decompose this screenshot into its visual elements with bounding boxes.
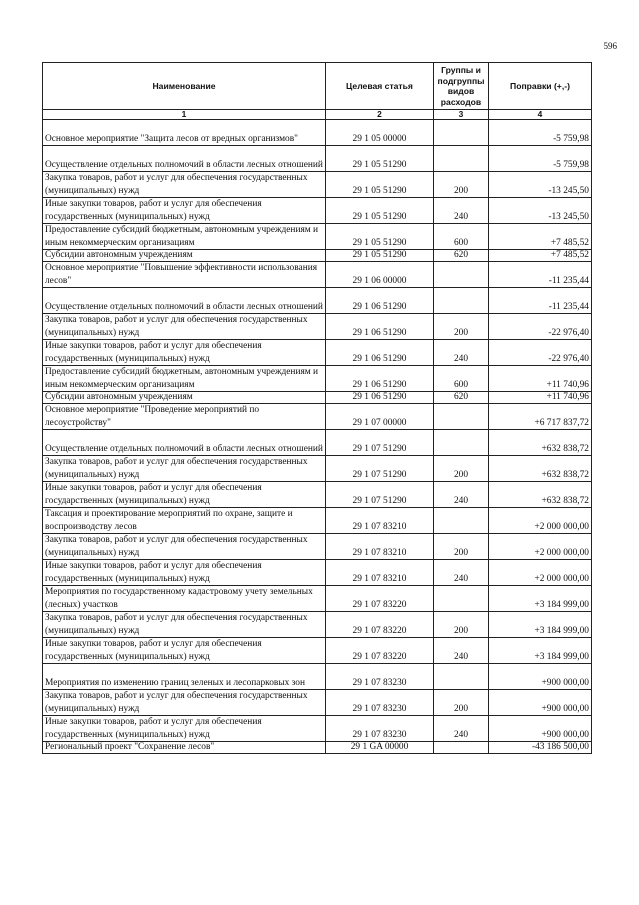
row-name-cell: Иные закупки товаров, работ и услуг для обеспечения государственных (муниципальных) нужд — [43, 716, 326, 742]
table-row — [43, 198, 592, 224]
table-row — [43, 172, 592, 198]
row-group-cell — [434, 120, 489, 146]
row-code-cell: 29 1 07 83220 — [326, 586, 434, 612]
row-name-cell: Таксация и проектирование мероприятий по охране, защите и воспроизводству лесов — [43, 508, 326, 534]
row-code-cell: 29 1 07 83230 — [326, 690, 434, 716]
row-name-cell: Иные закупки товаров, работ и услуг для обеспечения государственных (муниципальных) нужд — [43, 198, 326, 224]
table-row — [43, 120, 592, 146]
table-row — [43, 742, 592, 754]
row-code-cell: 29 1 05 51290 — [326, 146, 434, 172]
row-code-cell: 29 1 GA 00000 — [326, 742, 434, 754]
row-group-cell: 200 — [434, 456, 489, 482]
row-amount-cell: -5 759,98 — [489, 120, 592, 146]
row-code-cell: 29 1 07 83220 — [326, 638, 434, 664]
table-row — [43, 638, 592, 664]
row-code-cell: 29 1 05 00000 — [326, 120, 434, 146]
row-name-cell: Закупка товаров, работ и услуг для обеспечения государственных (муниципальных) нужд — [43, 690, 326, 716]
row-name-cell: Субсидии автономным учреждениям — [43, 392, 326, 404]
row-group-cell: 240 — [434, 560, 489, 586]
row-name-cell: Мероприятия по государственному кадастровому учету земельных (лесных) участков — [43, 586, 326, 612]
row-name-cell: Основное мероприятие "Защита лесов от вредных организмов" — [43, 120, 326, 146]
row-group-cell — [434, 288, 489, 314]
row-name-cell: Иные закупки товаров, работ и услуг для обеспечения государственных (муниципальных) нужд — [43, 482, 326, 508]
row-amount-cell: -22 976,40 — [489, 340, 592, 366]
row-group-cell: 200 — [434, 612, 489, 638]
table-row — [43, 392, 592, 404]
row-amount-cell: +2 000 000,00 — [489, 560, 592, 586]
column-number: 3 — [434, 110, 489, 120]
row-name-cell: Основное мероприятие "Проведение мероприятий по лесоустройству" — [43, 404, 326, 430]
row-code-cell: 29 1 05 51290 — [326, 224, 434, 250]
row-code-cell: 29 1 06 51290 — [326, 392, 434, 404]
row-amount-cell: +632 838,72 — [489, 456, 592, 482]
page-number: 596 — [603, 41, 617, 51]
row-name-cell: Иные закупки товаров, работ и услуг для обеспечения государственных (муниципальных) нужд — [43, 638, 326, 664]
row-group-cell: 240 — [434, 198, 489, 224]
row-name-cell: Закупка товаров, работ и услуг для обеспечения государственных (муниципальных) нужд — [43, 172, 326, 198]
row-amount-cell: +900 000,00 — [489, 690, 592, 716]
row-amount-cell: -43 186 500,00 — [489, 742, 592, 754]
column-number: 2 — [326, 110, 434, 120]
row-code-cell: 29 1 06 00000 — [326, 262, 434, 288]
row-amount-cell: +7 485,52 — [489, 250, 592, 262]
row-group-cell: 620 — [434, 250, 489, 262]
row-name-cell: Субсидии автономным учреждениям — [43, 250, 326, 262]
row-amount-cell: +11 740,96 — [489, 366, 592, 392]
table-row — [43, 508, 592, 534]
row-group-cell — [434, 404, 489, 430]
row-name-cell: Осуществление отдельных полномочий в области лесных отношений — [43, 430, 326, 456]
row-name-cell: Предоставление субсидий бюджетным, автономным учреждениям и иным некоммерческим организациям — [43, 366, 326, 392]
row-code-cell: 29 1 05 51290 — [326, 172, 434, 198]
budget-table — [42, 62, 592, 754]
table-row — [43, 224, 592, 250]
row-code-cell: 29 1 07 00000 — [326, 404, 434, 430]
table-row — [43, 586, 592, 612]
header-group: Группы и подгруппы видов расходов — [434, 63, 489, 110]
table-row — [43, 456, 592, 482]
row-group-cell: 240 — [434, 716, 489, 742]
row-amount-cell: -5 759,98 — [489, 146, 592, 172]
row-code-cell: 29 1 06 51290 — [326, 366, 434, 392]
header-name: Наименование — [43, 63, 326, 110]
row-code-cell: 29 1 07 83210 — [326, 560, 434, 586]
row-name-cell: Закупка товаров, работ и услуг для обеспечения государственных (муниципальных) нужд — [43, 534, 326, 560]
row-group-cell: 200 — [434, 172, 489, 198]
row-group-cell — [434, 742, 489, 754]
row-amount-cell: -11 235,44 — [489, 262, 592, 288]
row-code-cell: 29 1 07 51290 — [326, 430, 434, 456]
table-row — [43, 250, 592, 262]
table-row — [43, 366, 592, 392]
row-name-cell: Закупка товаров, работ и услуг для обеспечения государственных (муниципальных) нужд — [43, 314, 326, 340]
header-code: Целевая статья — [326, 63, 434, 110]
table-row — [43, 482, 592, 508]
row-name-cell: Региональный проект "Сохранение лесов" — [43, 742, 326, 754]
table-row — [43, 612, 592, 638]
row-group-cell: 200 — [434, 690, 489, 716]
row-amount-cell: +3 184 999,00 — [489, 612, 592, 638]
header-row — [43, 63, 592, 110]
row-code-cell: 29 1 06 51290 — [326, 314, 434, 340]
row-name-cell: Иные закупки товаров, работ и услуг для обеспечения государственных (муниципальных) нужд — [43, 560, 326, 586]
row-amount-cell: +900 000,00 — [489, 664, 592, 690]
row-group-cell: 240 — [434, 340, 489, 366]
table-row — [43, 664, 592, 690]
row-name-cell: Осуществление отдельных полномочий в области лесных отношений — [43, 288, 326, 314]
row-amount-cell: +6 717 837,72 — [489, 404, 592, 430]
table-row — [43, 340, 592, 366]
row-group-cell: 200 — [434, 314, 489, 340]
row-code-cell: 29 1 07 51290 — [326, 456, 434, 482]
row-amount-cell: -22 976,40 — [489, 314, 592, 340]
row-group-cell — [434, 664, 489, 690]
table-body — [43, 120, 592, 754]
row-amount-cell: +2 000 000,00 — [489, 508, 592, 534]
row-amount-cell: +632 838,72 — [489, 482, 592, 508]
row-code-cell: 29 1 07 83210 — [326, 534, 434, 560]
row-name-cell: Мероприятия по изменению границ зеленых и лесопарковых зон — [43, 664, 326, 690]
row-group-cell: 200 — [434, 534, 489, 560]
row-code-cell: 29 1 07 83230 — [326, 716, 434, 742]
row-group-cell — [434, 430, 489, 456]
row-code-cell: 29 1 05 51290 — [326, 250, 434, 262]
row-amount-cell: +3 184 999,00 — [489, 586, 592, 612]
row-code-cell: 29 1 05 51290 — [326, 198, 434, 224]
row-group-cell — [434, 262, 489, 288]
table-row — [43, 404, 592, 430]
row-code-cell: 29 1 06 51290 — [326, 288, 434, 314]
row-name-cell: Предоставление субсидий бюджетным, автономным учреждениям и иным некоммерческим организациям — [43, 224, 326, 250]
row-group-cell: 600 — [434, 366, 489, 392]
column-number: 1 — [43, 110, 326, 120]
table-row — [43, 534, 592, 560]
row-amount-cell: +2 000 000,00 — [489, 534, 592, 560]
row-name-cell: Закупка товаров, работ и услуг для обеспечения государственных (муниципальных) нужд — [43, 456, 326, 482]
row-group-cell: 620 — [434, 392, 489, 404]
row-code-cell: 29 1 07 83210 — [326, 508, 434, 534]
row-group-cell: 240 — [434, 482, 489, 508]
row-amount-cell: +632 838,72 — [489, 430, 592, 456]
row-name-cell: Закупка товаров, работ и услуг для обеспечения государственных (муниципальных) нужд — [43, 612, 326, 638]
row-amount-cell: +11 740,96 — [489, 392, 592, 404]
row-amount-cell: -13 245,50 — [489, 172, 592, 198]
row-name-cell: Иные закупки товаров, работ и услуг для обеспечения государственных (муниципальных) нужд — [43, 340, 326, 366]
column-number: 4 — [489, 110, 592, 120]
table-row — [43, 146, 592, 172]
row-code-cell: 29 1 07 51290 — [326, 482, 434, 508]
row-code-cell: 29 1 06 51290 — [326, 340, 434, 366]
row-group-cell — [434, 508, 489, 534]
row-code-cell: 29 1 07 83230 — [326, 664, 434, 690]
row-group-cell: 600 — [434, 224, 489, 250]
table-row — [43, 690, 592, 716]
table-row — [43, 716, 592, 742]
row-amount-cell: -13 245,50 — [489, 198, 592, 224]
row-amount-cell: +7 485,52 — [489, 224, 592, 250]
header-amount: Поправки (+,-) — [489, 63, 592, 110]
row-amount-cell: -11 235,44 — [489, 288, 592, 314]
table-row — [43, 430, 592, 456]
row-code-cell: 29 1 07 83220 — [326, 612, 434, 638]
table-row — [43, 288, 592, 314]
row-name-cell: Осуществление отдельных полномочий в области лесных отношений — [43, 146, 326, 172]
row-amount-cell: +900 000,00 — [489, 716, 592, 742]
row-group-cell: 240 — [434, 638, 489, 664]
table-row — [43, 560, 592, 586]
row-group-cell — [434, 586, 489, 612]
row-name-cell: Основное мероприятие "Повышение эффективности использования лесов" — [43, 262, 326, 288]
table-row — [43, 314, 592, 340]
column-number-row — [43, 110, 592, 120]
row-amount-cell: +3 184 999,00 — [489, 638, 592, 664]
table-row — [43, 262, 592, 288]
row-group-cell — [434, 146, 489, 172]
